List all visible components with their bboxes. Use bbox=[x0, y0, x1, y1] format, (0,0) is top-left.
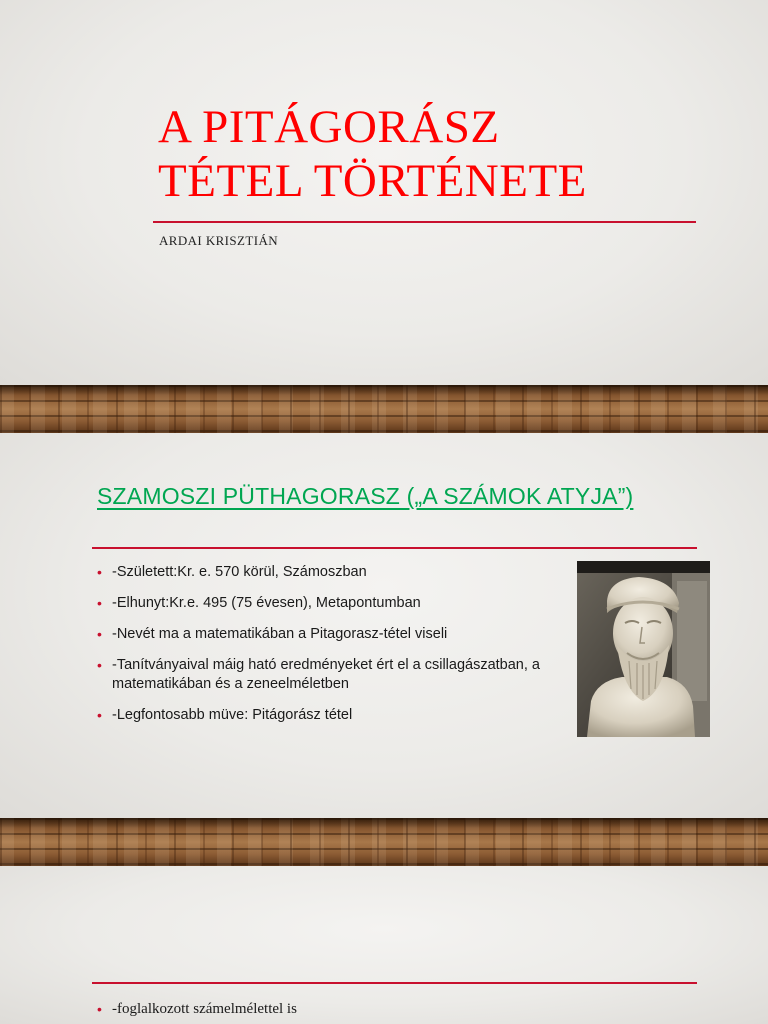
heading-divider bbox=[92, 547, 697, 549]
heading-divider bbox=[92, 982, 697, 984]
author-name: ARDAI KRISZTIÁN bbox=[159, 233, 279, 248]
wood-floor-divider bbox=[0, 818, 768, 866]
title-slide bbox=[0, 0, 768, 385]
list-item: • -Elhunyt:Kr.e. 495 (75 évesen), Metapontumban bbox=[97, 594, 577, 613]
title-line-1: A PITÁGORÁSZ bbox=[158, 101, 500, 153]
list-item: • -Tanítványaival máig ható eredményeket ért el a csillagászatban, a matematikában és a zeneelméletben bbox=[97, 656, 577, 694]
biography-slide bbox=[0, 433, 768, 818]
content-slide bbox=[0, 866, 768, 1024]
bust-photo-icon bbox=[577, 561, 710, 737]
bullet-list bbox=[97, 563, 577, 737]
list-item: • -Legfontosabb müve: Pitágorász tétel bbox=[97, 706, 577, 725]
list-item: • -Nevét ma a matematikában a Pitagorasz-tétel viseli bbox=[97, 625, 577, 644]
title-divider bbox=[153, 221, 696, 223]
wood-floor-divider bbox=[0, 385, 768, 433]
list-item: • -Született:Kr. e. 570 körül, Számoszban bbox=[97, 563, 577, 582]
pythagoras-bust-image bbox=[577, 561, 710, 737]
title-line-2: TÉTEL TÖRTÉNETE bbox=[158, 155, 587, 207]
presentation-title bbox=[158, 100, 698, 208]
list-item: • -foglalkozott számelmélettel is bbox=[97, 1000, 597, 1019]
slide-heading: SZAMOSZI PÜTHAGORASZ („A SZÁMOK ATYJA”) bbox=[97, 483, 634, 509]
bullet-list bbox=[97, 1000, 597, 1019]
